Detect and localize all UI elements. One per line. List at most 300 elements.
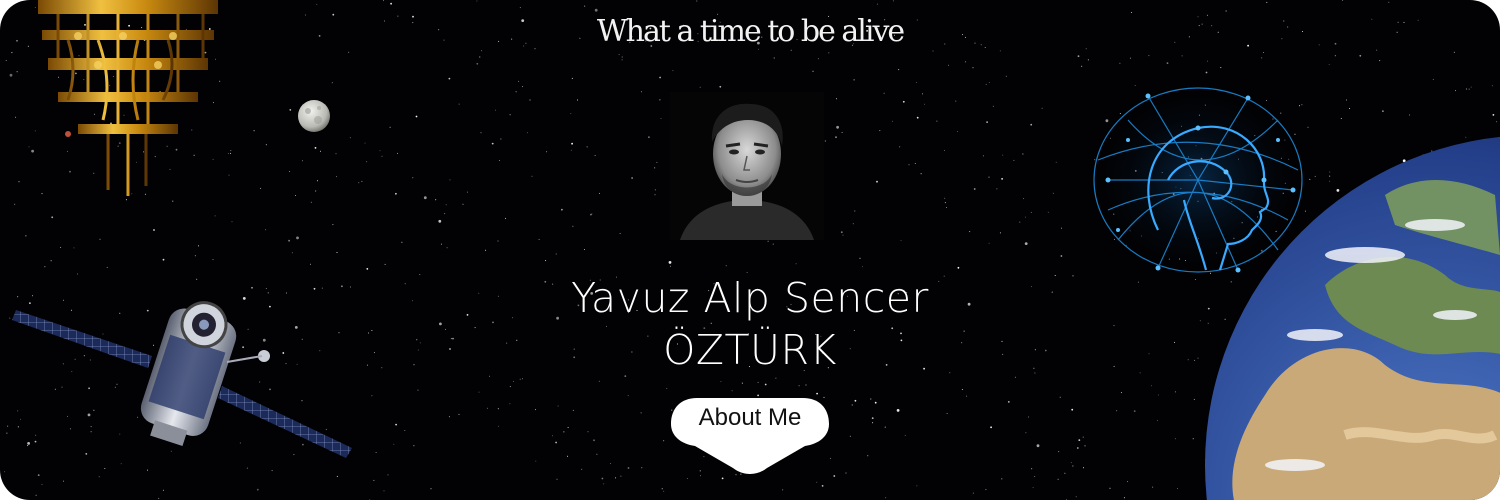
star	[395, 424, 397, 426]
star	[230, 153, 231, 154]
star	[571, 150, 572, 151]
star	[659, 99, 660, 100]
profile-photo	[670, 92, 824, 240]
star	[1081, 66, 1082, 67]
star	[485, 250, 486, 251]
star	[944, 150, 945, 151]
star	[872, 422, 873, 423]
star	[1083, 467, 1084, 468]
star	[921, 173, 922, 174]
star	[1008, 401, 1010, 403]
star	[901, 240, 902, 241]
star	[877, 4, 878, 5]
star	[791, 50, 792, 51]
star	[413, 445, 414, 446]
star	[336, 176, 337, 177]
star	[509, 403, 510, 404]
star	[719, 86, 721, 88]
star	[867, 455, 868, 456]
star	[373, 480, 374, 481]
star	[622, 57, 623, 58]
star	[628, 467, 630, 469]
star	[1493, 114, 1495, 116]
star	[1349, 108, 1350, 109]
star	[311, 202, 312, 203]
star	[965, 61, 966, 62]
star	[1064, 473, 1065, 474]
star	[535, 409, 536, 410]
star	[107, 267, 108, 268]
star	[545, 260, 546, 261]
star	[876, 181, 878, 183]
star	[852, 405, 853, 406]
star	[567, 456, 568, 457]
star	[1131, 12, 1132, 13]
star	[232, 221, 233, 222]
star	[782, 489, 783, 490]
star	[885, 497, 886, 498]
star	[1433, 79, 1434, 80]
star	[922, 93, 923, 94]
star	[1263, 52, 1264, 53]
star	[479, 57, 480, 58]
star	[1088, 59, 1089, 60]
star	[371, 395, 372, 396]
star	[11, 52, 12, 53]
star	[36, 495, 37, 496]
star	[316, 4, 317, 5]
star	[25, 235, 26, 236]
star	[641, 467, 642, 468]
star	[672, 70, 673, 71]
star	[513, 381, 514, 382]
star	[1177, 488, 1178, 489]
star	[1130, 58, 1131, 59]
star	[1019, 222, 1020, 223]
star	[520, 7, 521, 8]
star	[546, 151, 547, 152]
star	[1002, 155, 1003, 156]
star	[1023, 198, 1024, 199]
star	[773, 244, 774, 245]
star	[1342, 0, 1343, 1]
star	[1077, 447, 1079, 449]
star	[1000, 232, 1001, 233]
star	[1329, 64, 1330, 65]
star	[348, 52, 349, 53]
star	[518, 81, 519, 82]
star	[38, 474, 40, 476]
star	[315, 147, 317, 149]
star	[813, 71, 814, 72]
star	[892, 121, 893, 122]
star	[522, 86, 523, 87]
star	[1025, 217, 1026, 218]
star	[153, 229, 155, 231]
star	[4, 471, 5, 472]
star	[552, 435, 553, 436]
star	[1025, 242, 1028, 245]
star	[973, 493, 974, 494]
star	[905, 435, 906, 436]
star	[481, 132, 482, 133]
star	[1194, 399, 1195, 400]
star	[412, 177, 413, 178]
star	[917, 117, 919, 119]
star	[530, 100, 531, 101]
star	[572, 226, 573, 227]
star	[505, 218, 506, 219]
star	[1152, 487, 1153, 488]
star	[670, 266, 671, 267]
star	[265, 229, 266, 230]
star	[595, 155, 596, 156]
star	[854, 79, 855, 80]
star	[289, 171, 290, 172]
star	[662, 488, 663, 489]
star	[476, 1, 477, 2]
star	[1058, 479, 1059, 480]
star	[42, 484, 43, 485]
star	[320, 151, 321, 152]
star	[1033, 487, 1034, 488]
star	[254, 130, 255, 131]
star	[380, 150, 381, 151]
star	[884, 93, 885, 94]
star	[384, 490, 385, 491]
star	[383, 0, 384, 1]
star	[1000, 50, 1001, 51]
star	[382, 156, 383, 157]
star	[648, 136, 650, 138]
star	[1061, 228, 1062, 229]
star	[948, 65, 949, 66]
star	[1151, 385, 1152, 386]
star	[444, 213, 445, 214]
star	[1006, 76, 1007, 77]
star	[510, 386, 511, 387]
star	[1471, 87, 1472, 88]
star	[732, 390, 733, 391]
star	[909, 164, 910, 165]
star	[272, 470, 273, 471]
star	[310, 264, 311, 265]
tagline: What a time to be alive	[596, 14, 904, 49]
star	[556, 254, 557, 255]
star	[581, 469, 582, 470]
star	[99, 476, 100, 477]
star	[498, 408, 499, 409]
star	[15, 117, 16, 118]
star	[302, 160, 303, 161]
star	[260, 188, 261, 189]
about-me-label: About Me	[698, 404, 802, 431]
star	[1030, 124, 1032, 126]
star	[19, 181, 20, 182]
star	[1492, 85, 1493, 86]
star	[765, 384, 767, 386]
star	[492, 143, 494, 145]
star	[6, 60, 7, 61]
star	[1034, 476, 1035, 477]
star	[51, 260, 52, 261]
star	[213, 259, 214, 260]
star	[487, 408, 488, 409]
star	[836, 98, 837, 99]
star	[532, 176, 533, 177]
star	[947, 413, 948, 414]
star	[1134, 410, 1136, 412]
star	[1121, 392, 1122, 393]
star	[899, 146, 900, 147]
star	[587, 146, 588, 147]
star	[828, 52, 829, 53]
star	[100, 239, 101, 240]
star	[875, 402, 877, 404]
star	[806, 385, 807, 386]
star	[1379, 60, 1380, 61]
star	[669, 261, 672, 264]
star	[1220, 67, 1221, 68]
star	[1455, 90, 1456, 91]
star	[915, 163, 916, 164]
star	[366, 268, 368, 270]
star	[1182, 55, 1183, 56]
star	[520, 379, 521, 380]
star	[467, 192, 468, 193]
star	[1127, 481, 1128, 482]
star	[893, 0, 894, 1]
star	[591, 213, 592, 214]
star	[897, 409, 900, 412]
star	[376, 452, 377, 453]
star	[654, 167, 655, 168]
star	[1053, 193, 1054, 194]
star	[555, 442, 557, 444]
star	[599, 381, 600, 382]
star	[1469, 89, 1470, 90]
star	[449, 416, 450, 417]
star	[1042, 108, 1043, 109]
star	[1031, 212, 1032, 213]
star	[571, 143, 573, 145]
profile-name	[0, 272, 1500, 376]
star	[257, 489, 259, 491]
star	[522, 378, 523, 379]
star	[563, 431, 564, 432]
star	[720, 381, 721, 382]
star	[572, 78, 573, 79]
star	[163, 490, 164, 491]
star	[898, 69, 899, 70]
star	[198, 245, 199, 246]
profile-avatar-icon	[670, 92, 824, 240]
star	[395, 193, 397, 195]
star	[879, 130, 880, 131]
star	[1028, 417, 1029, 418]
profile-name-first-line: Yavuz Alp Sencer	[571, 274, 929, 322]
star	[903, 101, 905, 103]
star	[599, 193, 600, 194]
star	[1001, 178, 1003, 180]
star	[655, 194, 656, 195]
star	[60, 247, 61, 248]
star	[535, 461, 536, 462]
star	[6, 433, 7, 434]
star	[366, 161, 367, 162]
star	[588, 431, 589, 432]
star	[833, 475, 835, 477]
star	[463, 204, 464, 205]
star	[195, 255, 196, 256]
star	[985, 489, 986, 490]
star	[350, 137, 351, 138]
star	[1454, 52, 1455, 53]
star	[655, 189, 656, 190]
star	[292, 252, 293, 253]
star	[661, 118, 662, 119]
star	[916, 82, 917, 83]
star	[1056, 162, 1057, 163]
star	[969, 231, 970, 232]
star	[1341, 118, 1342, 119]
star	[842, 132, 843, 133]
star	[388, 474, 389, 475]
star	[393, 444, 394, 445]
star	[446, 204, 447, 205]
star	[659, 77, 661, 79]
star	[404, 430, 405, 431]
star	[1409, 115, 1410, 116]
star	[946, 207, 947, 208]
star	[500, 139, 501, 140]
star	[1022, 154, 1023, 155]
star	[1158, 395, 1159, 396]
star	[510, 114, 511, 115]
star	[1124, 497, 1125, 498]
star	[438, 220, 441, 223]
star	[641, 412, 642, 413]
star	[147, 470, 148, 471]
star	[758, 382, 759, 383]
star	[854, 211, 855, 212]
star	[573, 410, 574, 411]
star	[1025, 432, 1026, 433]
star	[1466, 89, 1467, 90]
star	[916, 485, 917, 486]
star	[449, 78, 451, 80]
star	[872, 417, 874, 419]
star	[447, 247, 448, 248]
star	[700, 87, 701, 88]
star	[663, 440, 664, 441]
star	[266, 144, 267, 145]
star	[1175, 438, 1176, 439]
star	[390, 3, 392, 5]
star	[615, 477, 616, 478]
star	[332, 82, 333, 83]
star	[1078, 55, 1080, 57]
star	[983, 155, 984, 156]
star	[996, 188, 997, 189]
star	[602, 478, 604, 480]
star	[726, 265, 727, 266]
star	[687, 478, 688, 479]
star	[557, 479, 558, 480]
star	[1116, 410, 1117, 411]
star	[498, 426, 499, 427]
star	[622, 59, 623, 60]
star	[1085, 445, 1086, 446]
star	[1119, 63, 1120, 64]
star	[989, 82, 990, 83]
star	[317, 180, 318, 181]
star	[459, 104, 460, 105]
star	[435, 199, 436, 200]
star	[104, 468, 105, 469]
star	[593, 439, 595, 441]
star	[1076, 496, 1077, 497]
moon-icon	[296, 98, 332, 134]
star	[958, 267, 960, 269]
star	[860, 258, 861, 259]
star	[1167, 62, 1169, 64]
star	[495, 110, 496, 111]
star	[527, 132, 528, 133]
star	[825, 141, 826, 142]
star	[229, 175, 230, 176]
star	[1071, 462, 1072, 463]
star	[774, 58, 775, 59]
star	[973, 67, 974, 68]
star	[441, 244, 442, 245]
star	[1157, 420, 1158, 421]
about-me-button[interactable]	[669, 396, 831, 478]
star	[516, 91, 517, 92]
star	[595, 9, 598, 12]
star	[315, 191, 316, 192]
star	[558, 406, 559, 407]
star	[332, 224, 333, 225]
star	[855, 400, 857, 402]
star	[986, 84, 987, 85]
star	[962, 389, 963, 390]
star	[336, 153, 337, 154]
star	[296, 237, 299, 240]
star	[818, 58, 819, 59]
star	[337, 476, 338, 477]
star	[1015, 377, 1016, 378]
star	[476, 63, 478, 65]
star	[498, 241, 499, 242]
star	[850, 436, 851, 437]
star	[1193, 438, 1194, 439]
star	[1060, 397, 1061, 398]
star	[1078, 439, 1080, 441]
star	[337, 252, 338, 253]
star	[584, 249, 585, 250]
star	[561, 209, 563, 211]
star	[936, 121, 937, 122]
star	[365, 143, 366, 144]
star	[1048, 212, 1049, 213]
star	[641, 91, 642, 92]
star	[862, 266, 863, 267]
star	[1072, 466, 1073, 467]
star	[1266, 2, 1267, 3]
star	[158, 498, 159, 499]
star	[628, 395, 629, 396]
